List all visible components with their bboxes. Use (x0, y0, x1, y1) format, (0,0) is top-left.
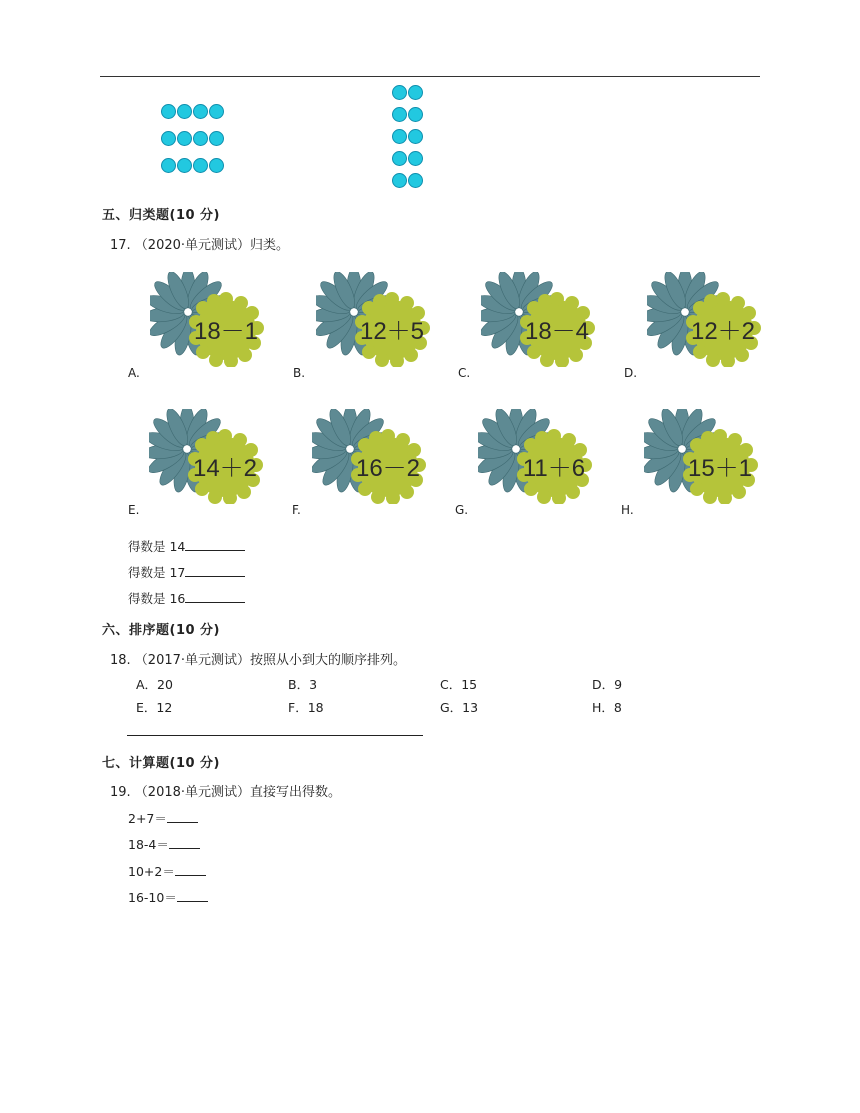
question-17-stem: 17. （2020·单元测试）归类。 (110, 238, 290, 253)
calc-blank-3[interactable] (175, 863, 206, 876)
question-19-stem: 19. （2018·单元测试）直接写出得数。 (110, 785, 342, 800)
flower-expr-c: 18－4 (524, 318, 590, 345)
flower-expr-a: 18－1 (193, 318, 259, 345)
answer-line-16: 得数是 16 (128, 589, 245, 607)
flower-option-d (647, 272, 762, 367)
question-18-stem: 18. （2017·单元测试）按照从小到大的顺序排列。 (110, 653, 407, 668)
section-title-6: 六、排序题(10 分) (102, 623, 220, 638)
option-label-d: D. (624, 366, 638, 380)
calc-blank-2[interactable] (169, 836, 200, 849)
flower-expr-g: 11＋6 (522, 455, 586, 482)
flower-option-h (644, 409, 759, 504)
blank-16[interactable] (185, 590, 245, 603)
q18-option-e: E．12 (136, 700, 173, 715)
q18-option-g: G．13 (440, 700, 479, 715)
flower-expr-d: 12＋2 (690, 318, 756, 345)
calc-item-1: 2+7＝ (128, 809, 198, 827)
blank-17[interactable] (185, 564, 245, 577)
calc-blank-1[interactable] (167, 810, 198, 823)
calc-blank-4[interactable] (177, 889, 208, 902)
calc-item-2: 18-4＝ (128, 835, 200, 853)
option-label-b: B. (293, 366, 306, 380)
option-label-a: A. (128, 366, 140, 380)
option-label-f: F. (292, 503, 301, 517)
q18-option-b: B．3 (288, 677, 318, 692)
q18-option-c: C．15 (440, 677, 478, 692)
q18-option-h: H．8 (592, 700, 622, 715)
flower-expr-h: 15＋1 (687, 455, 753, 482)
option-label-h: H. (621, 503, 634, 517)
section-title-5: 五、归类题(10 分) (102, 208, 220, 223)
flower-option-g (478, 409, 593, 504)
flower-option-b (316, 272, 431, 367)
q18-option-d: D．9 (592, 677, 623, 692)
flower-option-f (312, 409, 427, 504)
blank-14[interactable] (185, 538, 245, 551)
answer-line-14: 得数是 14 (128, 537, 245, 555)
option-label-g: G. (455, 503, 469, 517)
flower-expr-b: 12＋5 (359, 318, 425, 345)
option-label-e: E. (128, 503, 140, 517)
answer-line-17: 得数是 17 (128, 563, 245, 581)
option-label-c: C. (458, 366, 471, 380)
q18-option-f: F．18 (288, 700, 324, 715)
flower-expr-f: 16－2 (355, 455, 421, 482)
calc-item-3: 10+2＝ (128, 862, 206, 880)
q18-option-a: A．20 (136, 677, 173, 692)
flower-option-a (150, 272, 265, 367)
section-title-7: 七、计算题(10 分) (102, 756, 220, 771)
flower-expr-e: 14＋2 (192, 455, 258, 482)
flower-option-e (149, 409, 264, 504)
header-rule (100, 76, 760, 77)
q18-answer-line[interactable] (127, 735, 423, 736)
flower-option-c (481, 272, 596, 367)
calc-item-4: 16-10＝ (128, 888, 208, 906)
